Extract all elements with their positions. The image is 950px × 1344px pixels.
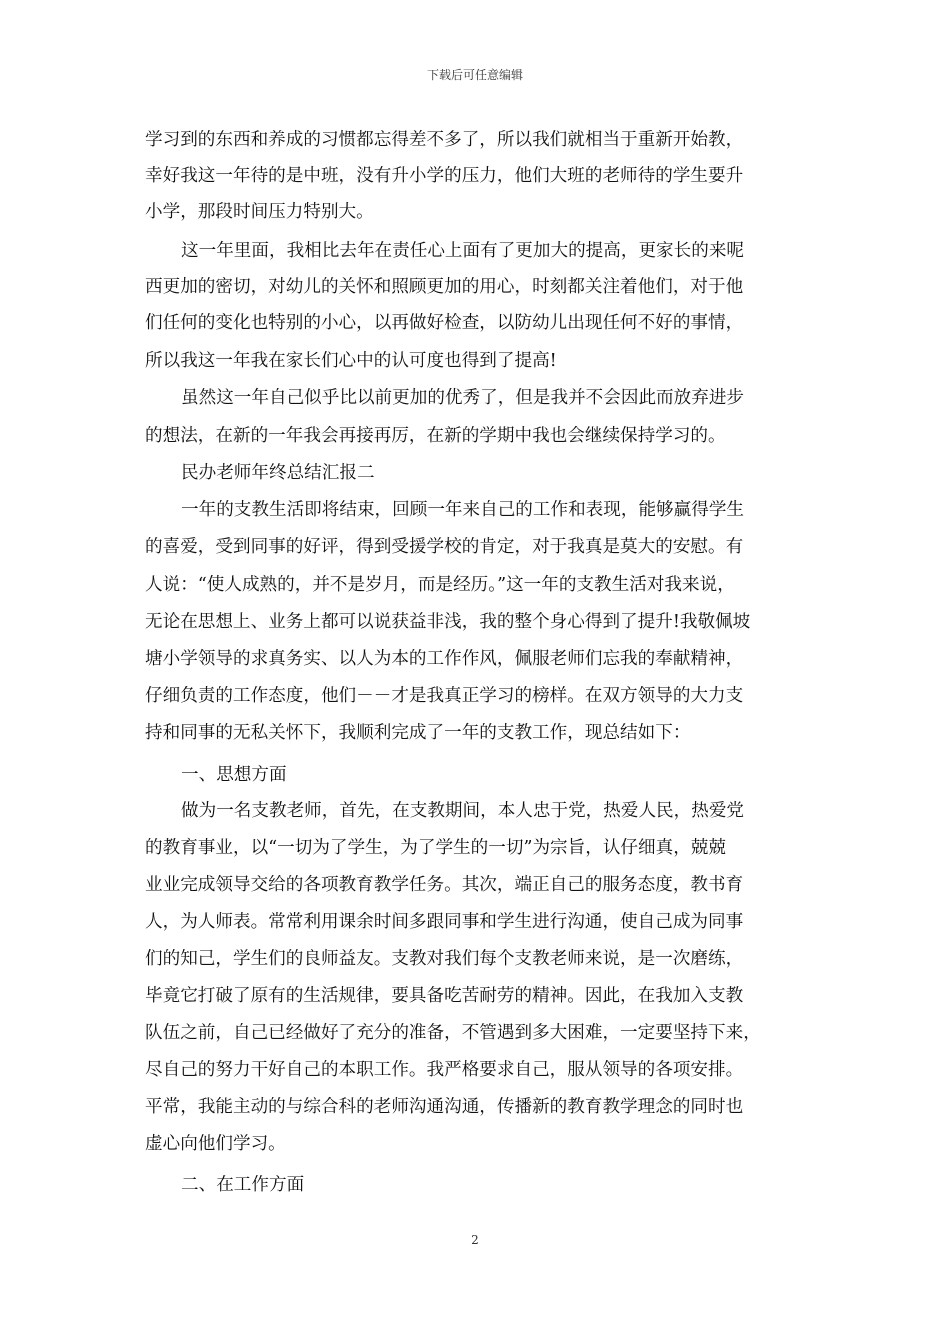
text-line: 的喜爱，受到同事的好评，得到受援学校的肯定，对于我真是莫大的安慰。有 [145,537,744,557]
text-line: 们的知己，学生们的良师益友。支教对我们每个支教老师来说，是一次磨练， [145,949,744,969]
text-line: 塘小学领导的求真务实、以人为本的工作作风，佩服老师们忘我的奉献精神， [145,649,744,669]
text-line: 做为一名支教老师，首先，在支教期间，本人忠于党，热爱人民，热爱党 [181,801,745,821]
text-line: 业业完成领导交给的各项教育教学任务。其次，端正自己的服务态度，教书育 [145,875,744,895]
text-line: 西更加的密切，对幼儿的关怀和照顾更加的用心，时刻都关注着他们，对于他 [145,277,744,297]
text-line: 人，为人师表。常常利用课余时间多跟同事和学生进行沟通，使自己成为同事 [145,912,744,932]
text-line: 队伍之前，自己已经做好了充分的准备，不管遇到多大困难，一定要坚持下来， [145,1023,761,1043]
text-line: 一年的支教生活即将结束，回顾一年来自己的工作和表现，能够赢得学生 [181,500,745,520]
text-line: 虽然这一年自己似乎比以前更加的优秀了，但是我并不会因此而放弃进步 [181,388,745,408]
text-line: 的想法，在新的一年我会再接再厉，在新的学期中我也会继续保持学习的。 [145,426,726,446]
text-line: 小学，那段时间压力特别大。 [145,202,374,222]
text-line: 无论在思想上、业务上都可以说获益非浅，我的整个身心得到了提升!我敬佩坡 [145,612,751,632]
text-line: 毕竟它打破了原有的生活规律，要具备吃苦耐劳的精神。因此，在我加入支教 [145,986,744,1006]
page-number: 2 [471,1233,479,1247]
text-line: 这一年里面，我相比去年在责任心上面有了更加大的提高，更家长的来呢 [181,241,745,261]
text-line: 学习到的东西和养成的习惯都忘得差不多了，所以我们就相当于重新开始教， [145,130,744,150]
section-title: 民办老师年终总结汇报二 [181,463,375,483]
section-heading: 一、思想方面 [181,765,287,785]
text-line: 所以我这一年我在家长们心中的认可度也得到了提高! [145,351,557,371]
text-line: 幸好我这一年待的是中班，没有升小学的压力，他们大班的老师待的学生要升 [145,166,744,186]
text-line: 的教育事业，以“一切为了学生，为了学生的一切”为宗旨，认仔细真，兢兢 [145,838,726,858]
text-line: 人说：“使人成熟的，并不是岁月，而是经历。”这一年的支教生活对我来说， [145,575,735,595]
text-line: 仔细负责的工作态度，他们－－才是我真正学习的榜样。在双方领导的大力支 [145,686,744,706]
text-line: 平常，我能主动的与综合科的老师沟通沟通，传播新的教育教学理念的同时也 [145,1097,744,1117]
text-line: 虚心向他们学习。 [145,1134,286,1154]
text-line: 们任何的变化也特别的小心，以再做好检查，以防幼儿出现任何不好的事情， [145,313,744,333]
section-heading: 二、在工作方面 [181,1175,305,1195]
text-line: 持和同事的无私关怀下，我顺利完成了一年的支教工作，现总结如下： [145,723,691,743]
text-line: 尽自己的努力干好自己的本职工作。我严格要求自己，服从领导的各项安排。 [145,1060,744,1080]
page-header-note: 下载后可任意编辑 [426,68,523,82]
